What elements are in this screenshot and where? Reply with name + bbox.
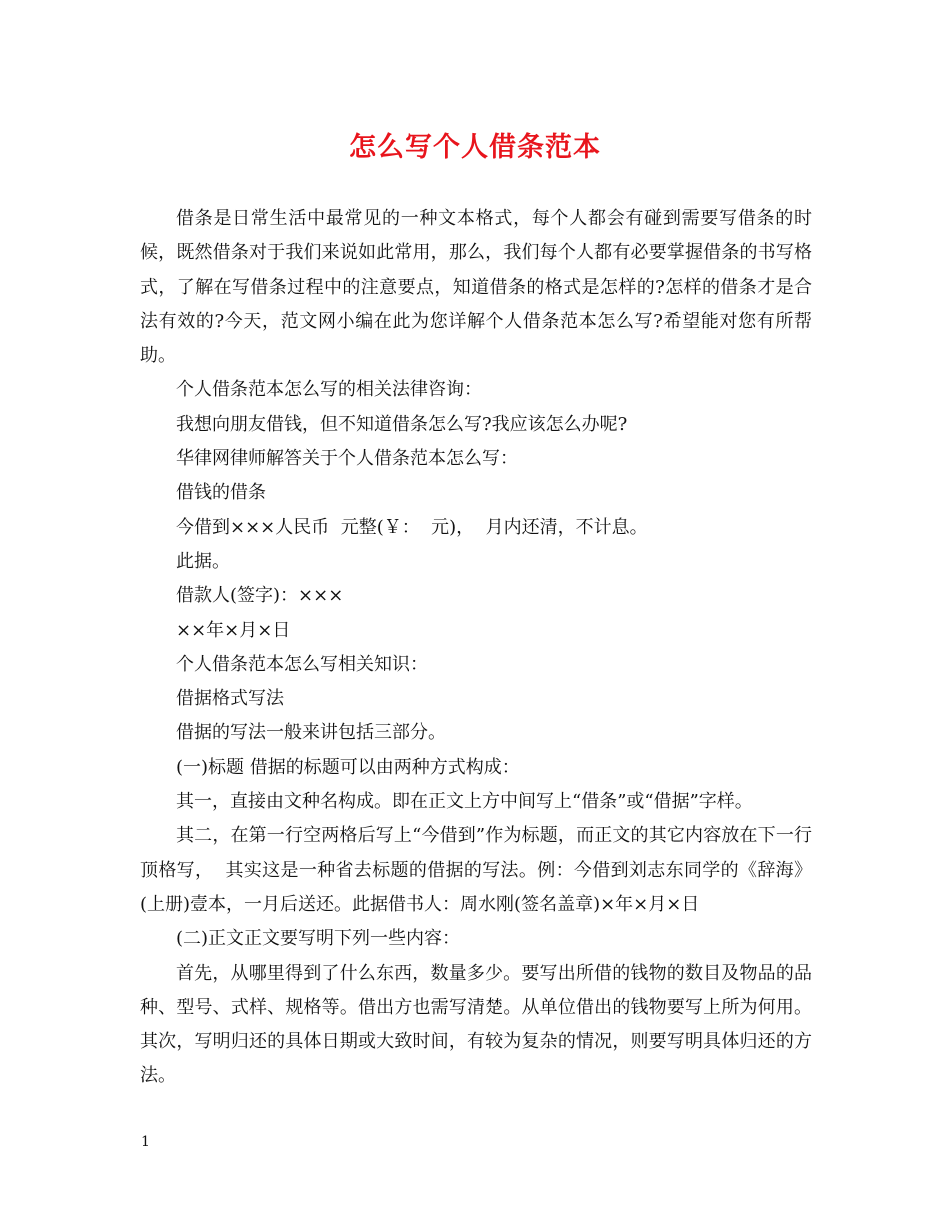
paragraph-iou-date: ××年×月×日 [176,619,291,641]
paragraph-iou-signature: 借款人(签字)：××× [176,585,344,607]
paragraph-body-details: 首先，从哪里得到了什么东西，数量多少。要写出所借的钱物的数目及物品的品种、型号、式样、规格等。借出方也需写清楚。从单位借出的钱物要写上所为何用。其次，写明归还的具体日期或大致时间，有较为复杂的情况，则要写明具体归还的方法。 [140,962,812,1087]
paragraph-iou-body: 今借到×××人民币 元整(￥： 元)， 月内还清，不计息。 [176,516,648,538]
page-number: 1 [141,1134,150,1150]
paragraph-iou-closing: 此据。 [176,550,230,572]
paragraph-iou-title: 借钱的借条 [176,482,266,504]
document-title: 怎么写个人借条范本 [349,132,601,163]
paragraph-section-title: (一)标题 借据的标题可以由两种方式构成： [176,756,520,778]
paragraph-format-heading: 借据格式写法 [176,688,284,710]
paragraph-question: 我想向朋友借钱，但不知道借条怎么写?我应该怎么办呢? [176,413,628,435]
paragraph-section-body: (二)正文正文要写明下列一些内容： [176,928,461,950]
paragraph-three-parts: 借据的写法一般来讲包括三部分。 [176,722,446,744]
paragraph-method-two: 其二，在第一行空两格后写上“今借到”作为标题，而正文的其它内容放在下一行顶格写， 其实这是一种省去标题的借据的写法。例：今借到刘志东同学的《辞海》(上册)壹本，一月后送还。此据借书人：周水刚(签名盖章)×年×月×日 [140,825,812,915]
paragraph-knowledge-heading: 个人借条范本怎么写相关知识： [176,653,428,675]
paragraph-intro: 借条是日常生活中最常见的一种文本格式，每个人都会有碰到需要写借条的时候，既然借条对于我们来说如此常用，那么，我们每个人都有必要掌握借条的书写格式，了解在写借条过程中的注意要点，知道借条的格式是怎样的?怎样的借条才是合法有效的?今天，范文网小编在此为您详解个人借条范本怎么写?希望能对您有所帮助。 [140,208,812,367]
document-body [140,202,812,1094]
paragraph-method-one: 其一，直接由文种名构成。即在正文上方中间写上“借条”或“借据”字样。 [176,791,753,813]
paragraph-answer-heading: 华律网律师解答关于个人借条范本怎么写： [176,448,518,470]
paragraph-consult-heading: 个人借条范本怎么写的相关法律咨询： [176,379,482,401]
